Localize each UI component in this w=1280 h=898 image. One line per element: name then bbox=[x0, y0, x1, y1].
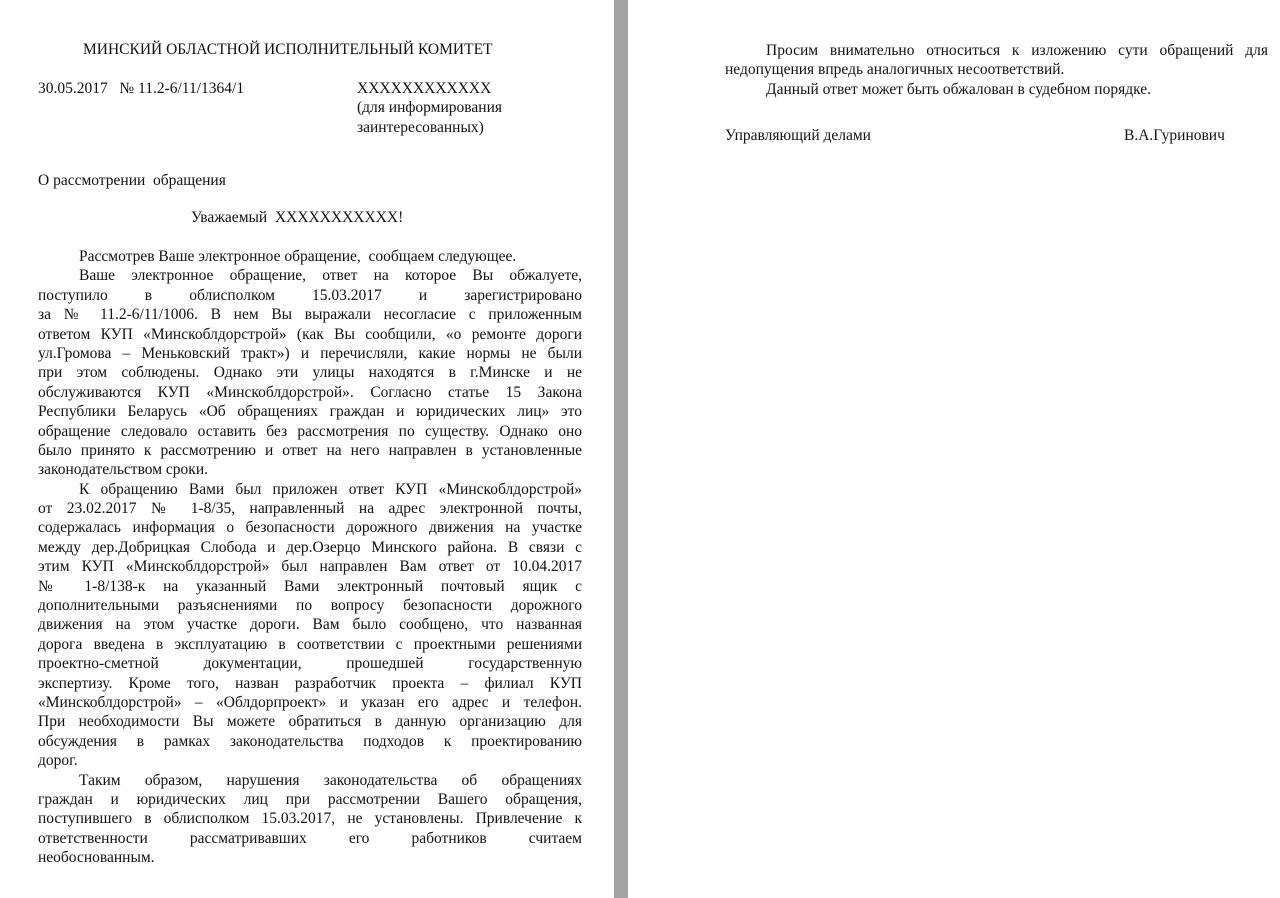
paragraph-line: ул.Громова – Меньковский тракт») и перечисляли, какие нормы не были bbox=[38, 344, 582, 362]
paragraph-line: поступившего в облисполком 15.03.2017, не установлены. Привлечение к bbox=[38, 810, 582, 828]
recipient-note-line: (для информирования bbox=[357, 99, 503, 117]
paragraph-line: Республики Беларусь «Об обращениях граждан и юридических лиц» это bbox=[38, 403, 582, 421]
page-separator bbox=[614, 0, 628, 898]
paragraph-line: Просим внимательно относиться к изложению сути обращений для bbox=[766, 42, 1268, 59]
recipient-name: XXXXXXXXXXXX bbox=[357, 80, 492, 97]
letter-body bbox=[38, 247, 582, 868]
paragraph-line: Таким образом, нарушения законодательства об обращениях bbox=[79, 771, 582, 789]
subject: О рассмотрении обращения bbox=[38, 172, 226, 189]
paragraph-line: дополнительными разъяснениями по вопросу безопасности дорожного bbox=[38, 597, 582, 615]
paragraph-line: «Минскоблдорстрой» – «Облдорпроект» и указан его адрес и телефон. bbox=[38, 693, 582, 711]
paragraph-line: от 23.02.2017 № 1-8/35, направленный на адрес электронной почты, bbox=[38, 500, 582, 518]
paragraph-line: дорог. bbox=[38, 752, 78, 770]
paragraph-line: обсуждения в рамках законодательства подходов к проектированию bbox=[38, 732, 582, 750]
paragraph-line: между дер.Добрицкая Слобода и дер.Озерцо Минского района. В связи с bbox=[38, 538, 582, 556]
paragraph-line: обслуживаются КУП «Минскоблдорстрой». Согласно статье 15 Закона bbox=[38, 383, 582, 401]
document-page-2 bbox=[628, 0, 1280, 898]
paragraph-line: обращение следовало оставить без рассмотрения по существу. Однако оно bbox=[38, 422, 582, 440]
recipient bbox=[357, 79, 502, 137]
greeting: Уважаемый XXXXXXXXXXX! bbox=[191, 209, 404, 226]
paragraph-line: граждан и юридических лиц при рассмотрении Вашего обращения, bbox=[38, 790, 582, 808]
paragraph-line: экспертизу. Кроме того, назван разработчик проекта – филиал КУП bbox=[38, 674, 582, 692]
paragraph-line: было принято к рассмотрению и ответ на него направлен в установленные bbox=[38, 441, 582, 459]
paragraph-line: Ваше электронное обращение, ответ на которое Вы обжалуете, bbox=[79, 267, 582, 285]
paragraph-line: при этом соблюдены. Однако эти улицы находятся в г.Минске и не bbox=[38, 364, 582, 382]
paragraph-line: за № 11.2-6/11/1006. В нем Вы выражали несогласие с приложенным bbox=[38, 306, 582, 324]
paragraph-line: ответственности рассматривавших его работников считаем bbox=[38, 829, 582, 847]
paragraph-line: законодательством сроки. bbox=[38, 461, 209, 479]
date-and-number: 30.05.2017 № 11.2-6/11/1364/1 bbox=[38, 80, 245, 97]
paragraph-line: № 1-8/138-к на указанный Вами электронный почтовый ящик с bbox=[38, 577, 582, 595]
paragraph-line: движения на этом участке дороги. Вам было сообщено, что названная bbox=[38, 616, 582, 634]
paragraph-line: этим КУП «Минскоблдорстрой» был направлен Вам ответ от 10.04.2017 bbox=[38, 558, 582, 576]
paragraph-line: При необходимости Вы можете обратиться в данную организацию для bbox=[38, 713, 582, 731]
organization-header: МИНСКИЙ ОБЛАСТНОЙ ИСПОЛНИТЕЛЬНЫЙ КОМИТЕТ bbox=[83, 41, 493, 58]
letter-body-continued bbox=[725, 41, 1268, 99]
signer-name: В.А.Гуринович bbox=[1124, 127, 1225, 144]
paragraph-line: содержалась информация о безопасности дорожного движения на участке bbox=[38, 519, 582, 537]
paragraph-line: Рассмотрев Ваше электронное обращение, сообщаем следующее. bbox=[79, 248, 517, 265]
paragraph-line: проектно-сметной документации, прошедшей государственную bbox=[38, 655, 582, 673]
paragraph-line: необоснованным. bbox=[38, 849, 155, 867]
paragraph-line: ответом КУП «Минскоблдорстрой» (как Вы сообщили, «о ремонте дороги bbox=[38, 325, 582, 343]
document-page-1 bbox=[0, 0, 614, 898]
paragraph-line: недопущения впредь аналогичных несоответствий. bbox=[725, 61, 1065, 79]
paragraph-line: К обращению Вами был приложен ответ КУП «Минскоблдорстрой» bbox=[79, 480, 582, 498]
recipient-note-line: заинтересованных) bbox=[357, 118, 484, 136]
paragraph-line: Данный ответ может быть обжалован в судебном порядке. bbox=[766, 80, 1151, 98]
paragraph-line: дорога введена в эксплуатацию в соответствии с проектными решениями bbox=[38, 635, 582, 653]
paragraph-line: поступило в облисполком 15.03.2017 и зарегистрировано bbox=[38, 286, 582, 304]
signer-title: Управляющий делами bbox=[725, 127, 871, 144]
